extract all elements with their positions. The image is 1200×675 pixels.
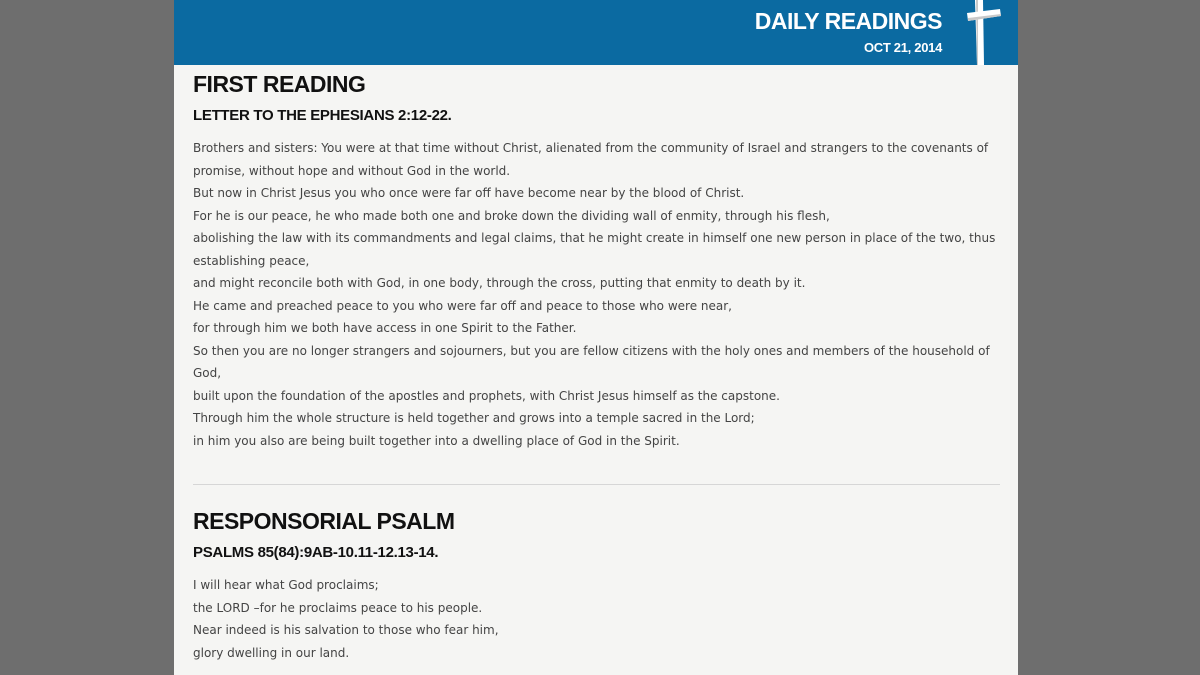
- header-title: DAILY READINGS: [754, 8, 942, 34]
- first-reading-text: [193, 137, 1001, 452]
- reading-line: built upon the foundation of the apostles and prophets, with Christ Jesus himself as the capstone.: [193, 388, 780, 403]
- reading-line: For he is our peace, he who made both one and broke down the dividing wall of enmity, through his flesh,: [193, 208, 830, 223]
- psalm-line: glory dwelling in our land.: [193, 645, 350, 660]
- psalm-text: [193, 574, 1001, 664]
- cross-icon: [964, 0, 1006, 66]
- first-reading-reference: LETTER TO THE EPHESIANS 2:12-22.: [193, 107, 452, 124]
- reading-line: But now in Christ Jesus you who once were far off have become near by the blood of Christ.: [193, 186, 745, 200]
- reading-line: and might reconcile both with God, in one body, through the cross, putting that enmity to death by it.: [193, 276, 806, 290]
- reading-page: [174, 0, 1018, 675]
- reading-line: Brothers and sisters: You were at that time without Christ, alienated from the community of Israel and strangers to the covenants of promise, without hope and without God in the world.: [193, 141, 989, 178]
- psalm-title: RESPONSORIAL PSALM: [193, 508, 455, 534]
- responsorial-psalm-section: [193, 507, 1001, 664]
- header-bar: [174, 0, 1018, 65]
- reading-line: in him you also are being built together into a dwelling place of God in the Spirit.: [193, 433, 680, 448]
- first-reading-section: [193, 70, 1001, 452]
- reading-line: Through him the whole structure is held together and grows into a temple sacred in the Lord;: [193, 411, 755, 425]
- first-reading-title: FIRST READING: [193, 71, 366, 97]
- content: [193, 70, 1001, 664]
- section-divider: [193, 484, 1000, 485]
- reading-line: abolishing the law with its commandments and legal claims, that he might create in himself one new person in place of the two, thus establishing peace,: [193, 231, 996, 268]
- reading-line: So then you are no longer strangers and sojourners, but you are fellow citizens with the holy ones and members of the household of God,: [193, 343, 990, 380]
- reading-line: He came and preached peace to you who were far off and peace to those who were near,: [193, 298, 732, 313]
- psalm-line: Near indeed is his salvation to those who fear him,: [193, 623, 499, 637]
- header-date: OCT 21, 2014: [863, 40, 942, 55]
- psalm-reference: PSALMS 85(84):9AB-10.11-12.13-14.: [193, 544, 439, 561]
- psalm-line: I will hear what God proclaims;: [193, 578, 379, 592]
- reading-line: for through him we both have access in one Spirit to the Father.: [193, 321, 577, 335]
- psalm-line: the LORD –for he proclaims peace to his people.: [193, 600, 483, 615]
